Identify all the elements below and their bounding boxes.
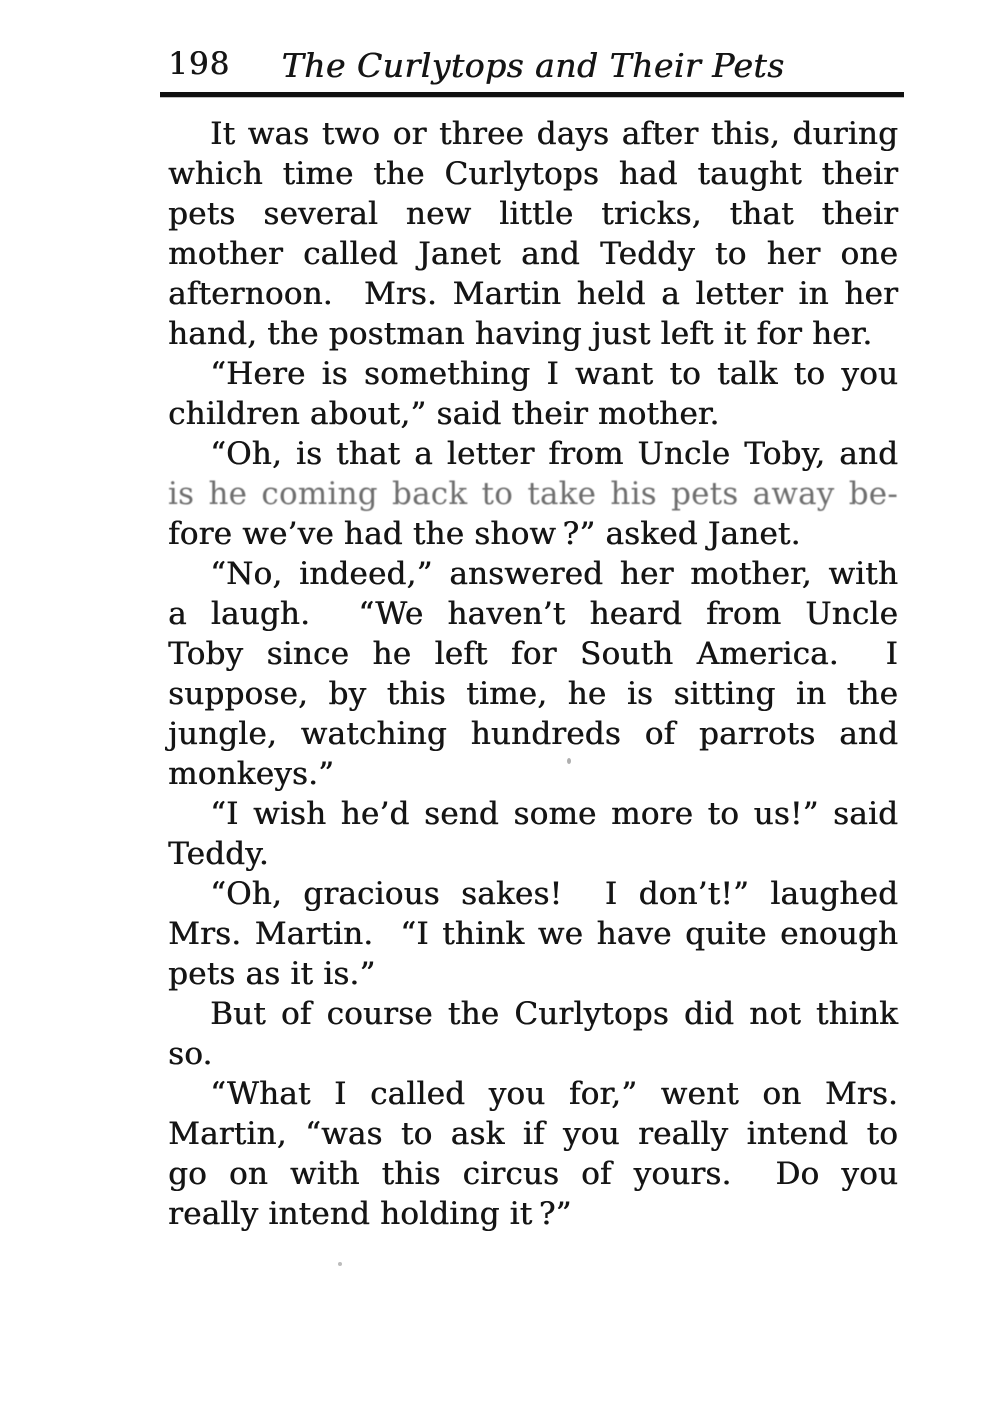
text-line: It was two or three days after this, during xyxy=(210,116,898,152)
text-line: “Oh, gracious sakes! I don’t!” laughed xyxy=(210,876,898,912)
text-line: monkeys.” xyxy=(168,756,335,792)
text-line: pets several new little tricks, that their xyxy=(168,196,898,232)
header-rule xyxy=(160,92,904,97)
paragraph xyxy=(168,794,898,874)
text-line: pets as it is.” xyxy=(168,956,376,992)
text-line: suppose, by this time, he is sitting in the xyxy=(168,676,898,712)
text-line: really intend holding it ?” xyxy=(168,1196,572,1232)
running-header xyxy=(168,46,898,86)
paragraph xyxy=(168,994,898,1074)
text-line: “What I called you for,” went on Mrs. xyxy=(210,1076,898,1112)
text-line: so. xyxy=(168,1036,213,1072)
page-body xyxy=(168,114,898,1234)
text-line: go on with this circus of yours. Do you xyxy=(168,1156,898,1192)
scan-speck xyxy=(338,1262,342,1266)
text-line: children about,” said their mother. xyxy=(168,396,720,432)
text-line: “Oh, is that a letter from Uncle Toby, and xyxy=(210,436,898,472)
paragraph xyxy=(168,114,898,354)
text-line: Martin, “was to ask if you really intend to xyxy=(168,1116,898,1152)
text-line: But of course the Curlytops did not think xyxy=(210,996,898,1032)
text-line: Toby since he left for South America. I xyxy=(168,636,898,672)
text-line: afternoon. Mrs. Martin held a letter in her xyxy=(168,276,898,312)
text-line: Teddy. xyxy=(168,836,269,872)
text-line: “Here is something I want to talk to you xyxy=(210,356,898,392)
text-line: jungle, watching hundreds of parrots and xyxy=(168,716,898,752)
page-number: 198 xyxy=(168,46,231,82)
paragraph xyxy=(168,434,898,554)
text-line: mother called Janet and Teddy to her one xyxy=(168,236,898,272)
running-title: The Curlytops and Their Pets xyxy=(281,46,785,85)
text-line: hand, the postman having just left it for her. xyxy=(168,316,873,352)
paragraph xyxy=(168,354,898,434)
text-column xyxy=(168,46,898,1234)
scan-speck xyxy=(567,758,571,764)
text-line: a laugh. “We haven’t heard from Uncle xyxy=(168,596,898,632)
paragraph xyxy=(168,874,898,994)
text-line: “No, indeed,” answered her mother, with xyxy=(210,556,898,592)
text-line: “I wish he’d send some more to us!” said xyxy=(210,796,898,832)
text-line: fore we’ve had the show ?” asked Janet. xyxy=(168,516,801,552)
paragraph xyxy=(168,1074,898,1234)
text-line: is he coming back to take his pets away be- xyxy=(168,476,898,512)
paragraph xyxy=(168,554,898,794)
text-line: Mrs. Martin. “I think we have quite enough xyxy=(168,916,898,952)
text-line: which time the Curlytops had taught their xyxy=(168,156,898,192)
